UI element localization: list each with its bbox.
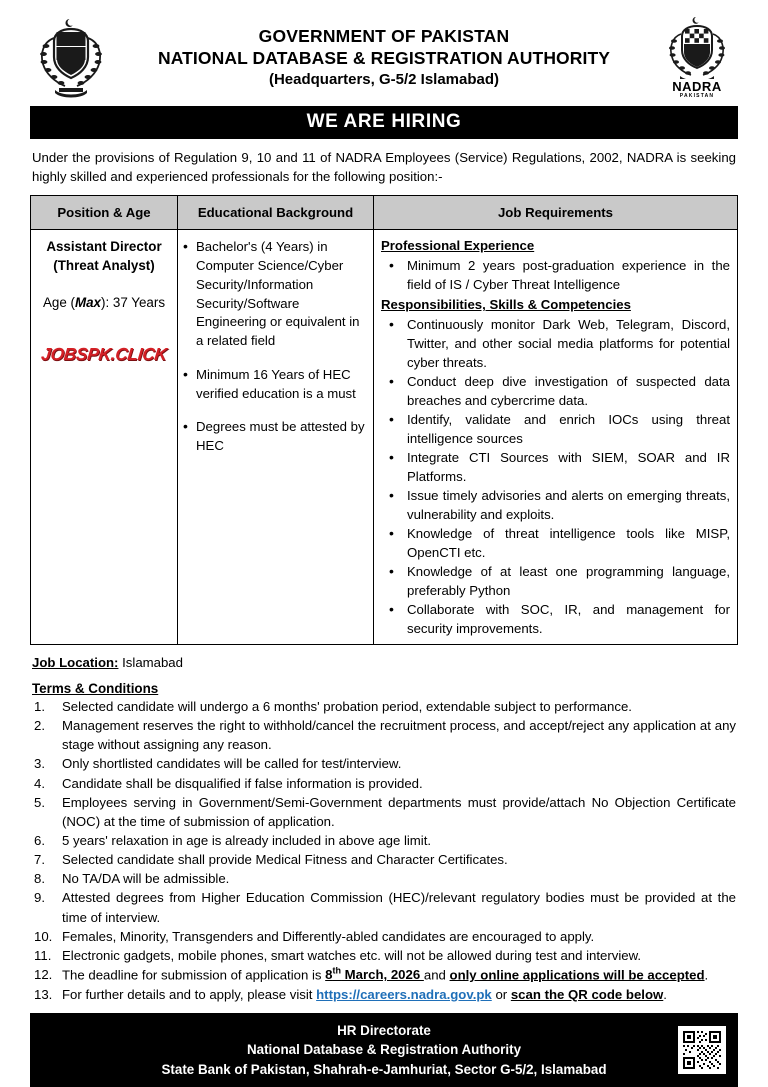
age-value: ): 37 Years (101, 294, 166, 310)
requirements-heading-responsibilities: Responsibilities, Skills & Competencies (381, 297, 631, 313)
header-title-block (110, 25, 658, 90)
professional-experience-list (381, 256, 730, 294)
nadra-subtext: PAKISTAN (679, 93, 715, 99)
deadline-month-year: March, 2026 (341, 967, 424, 983)
footer-authority-name: National Database & Registration Authority (246, 1042, 522, 1058)
apply-middle: or (491, 986, 511, 1002)
list-item: • Continuously monitor Dark Web, Telegram, Discord, Twitter, and other social media platforms for potential cyber threats. (381, 315, 730, 372)
educational-background-cell (178, 230, 374, 645)
footer-address-block (40, 1021, 728, 1079)
footer-address: State Bank of Pakistan, Shahrah-e-Jamhuriat, Sector G-5/2, Islamabad (161, 1061, 607, 1077)
list-item: Electronic gadgets, mobile phones, smart watches etc. will not be allowed during test and interview. (62, 947, 642, 963)
column-header-job-requirements: Job Requirements (374, 196, 738, 230)
we-are-hiring-banner: WE ARE HIRING (30, 106, 738, 139)
apply-suffix: . (663, 986, 667, 1002)
age-label: Age ( (42, 294, 75, 310)
list-item: No TA/DA will be admissible. (62, 871, 230, 887)
header-line-headquarters: (Headquarters, G-5/2 Islamabad) (268, 71, 500, 89)
list-item: • Conduct deep dive investigation of suspected data breaches and cybercrime data. (381, 372, 730, 410)
header-line-government: GOVERNMENT OF PAKISTAN (258, 25, 510, 46)
apply-prefix: For further details and to apply, please visit (62, 986, 317, 1002)
jobspk-watermark: JOBSPK.CLICK (40, 343, 168, 364)
document-footer (30, 1013, 738, 1087)
list-item: Management reserves the right to withhold/cancel the recruitment process, and accept/reject any application at any stage without assigning any reason. (62, 718, 736, 753)
list-item: 5 years' relaxation in age is already included in above age limit. (62, 833, 432, 849)
deadline-day: 8 (325, 967, 333, 983)
list-item: • Degrees must be attested by HEC (182, 418, 365, 455)
column-header-position-age: Position & Age (31, 196, 178, 230)
deadline-suffix: . (704, 967, 709, 983)
list-item: Candidate shall be disqualified if false information is provided. (62, 775, 423, 791)
job-location (32, 655, 736, 670)
job-location-label: Job Location: (32, 655, 119, 671)
position-title-line1: Assistant Director (46, 239, 162, 255)
list-item: • Knowledge of threat intelligence tools like MISP, OpenCTI etc. (381, 524, 730, 562)
pakistan-state-emblem-icon (32, 16, 110, 98)
position-title-line2: (Threat Analyst) (53, 257, 155, 273)
list-item-apply-link (32, 985, 736, 1004)
header-line-authority: NATIONAL DATABASE & REGISTRATION AUTHORITY (157, 47, 611, 68)
footer-hr-directorate: HR Directorate (337, 1022, 431, 1038)
education-list (182, 238, 365, 455)
job-requirements-cell (374, 230, 738, 645)
deadline-prefix: The deadline for submission of application is (62, 967, 326, 983)
scan-qr-emphasis: scan the QR code below (510, 986, 664, 1002)
qr-code-icon[interactable] (678, 1026, 726, 1074)
job-location-value: Islamabad (122, 655, 183, 671)
list-item: • Integrate CTI Sources with SIEM, SOAR and IR Platforms. (381, 448, 730, 486)
list-item: • Collaborate with SOC, IR, and management for security improvements. (381, 600, 730, 638)
document-header (28, 0, 740, 104)
nadra-wordmark: NADRA (672, 79, 722, 94)
table-header-row (31, 196, 738, 230)
list-item: • Issue timely advisories and alerts on emerging threats, vulnerability and exploits. (381, 486, 730, 524)
age-max-bold: Max (74, 294, 102, 310)
intro-paragraph: Under the provisions of Regulation 9, 10 and 11 of NADRA Employees (Service) Regulations, 2002, NADRA is seeking highly skilled and experienced professionals for the following position:- (32, 150, 736, 184)
responsibilities-list (381, 315, 730, 638)
list-item: Attested degrees from Higher Education Commission (HEC)/relevant regulatory bodies must be provided at the time of interview. (62, 890, 736, 925)
requirements-heading-professional-experience: Professional Experience (381, 238, 535, 254)
position-age (37, 295, 171, 310)
terms-and-conditions-heading: Terms & Conditions (32, 681, 159, 697)
list-item: Only shortlisted candidates will be called for test/interview. (62, 756, 402, 772)
deadline-date (325, 967, 424, 982)
positions-table (30, 195, 738, 645)
list-item: • Minimum 2 years post-graduation experience in the field of IS / Cyber Threat Intelligence (381, 256, 730, 294)
position-age-cell (31, 230, 178, 645)
careers-portal-link[interactable]: https://careers.nadra.gov.pk (316, 986, 492, 1002)
list-item: Selected candidate shall provide Medical Fitness and Character Certificates. (62, 852, 508, 868)
table-row (31, 230, 738, 645)
list-item: • Knowledge of at least one programming language, preferably Python (381, 562, 730, 600)
nadra-logo-icon (658, 15, 736, 99)
list-item: Employees serving in Government/Semi-Government departments must provide/attach No Objection Certificate (NOC) at the time of submission of application. (62, 794, 736, 829)
terms-and-conditions-list (32, 697, 736, 1004)
list-item: • Bachelor's (4 Years) in Computer Science/Cyber Security/Information Security/Software Engineering or equivalent in a related field (182, 238, 365, 350)
list-item: • Identify, validate and enrich IOCs using threat intelligence sources (381, 410, 730, 448)
deadline-ordinal: th (332, 966, 342, 977)
list-item: Females, Minority, Transgenders and Differently-abled candidates are encouraged to apply. (62, 928, 595, 944)
deadline-middle: and (423, 967, 450, 983)
list-item: Selected candidate will undergo a 6 months' probation period, extendable subject to performance. (62, 699, 632, 715)
column-header-educational-background: Educational Background (178, 196, 374, 230)
online-applications-emphasis: only online applications will be accepted (449, 967, 705, 983)
list-item: • Minimum 16 Years of HEC verified education is a must (182, 366, 365, 403)
list-item-deadline (32, 965, 736, 985)
